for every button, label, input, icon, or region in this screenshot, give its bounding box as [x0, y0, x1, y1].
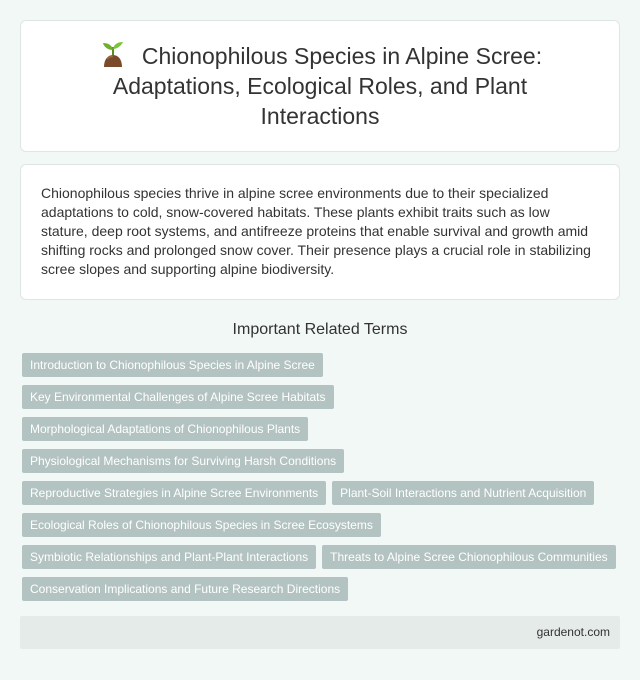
- term-tag[interactable]: Physiological Mechanisms for Surviving Harsh Conditions: [22, 449, 344, 473]
- page-title-text: Chionophilous Species in Alpine Scree: Adaptations, Ecological Roles, and Plant Interactions: [112, 43, 543, 129]
- footer: [20, 616, 620, 649]
- related-terms-list: [22, 353, 622, 601]
- term-tag[interactable]: Ecological Roles of Chionophilous Species in Scree Ecosystems: [22, 513, 381, 537]
- footer-site-link[interactable]: gardenot.com: [536, 625, 610, 639]
- term-tag[interactable]: Threats to Alpine Scree Chionophilous Communities: [322, 545, 615, 569]
- term-tag[interactable]: Plant-Soil Interactions and Nutrient Acquisition: [332, 481, 594, 505]
- term-tag[interactable]: Conservation Implications and Future Research Directions: [22, 577, 348, 601]
- term-tag[interactable]: Symbiotic Relationships and Plant-Plant Interactions: [22, 545, 316, 569]
- sprout-icon: [98, 41, 128, 67]
- summary-card: [20, 164, 620, 300]
- term-tag[interactable]: Introduction to Chionophilous Species in Alpine Scree: [22, 353, 323, 377]
- summary-text: Chionophilous species thrive in alpine scree environments due to their specialized adaptations to cold, snow-covered habitats. These plants exhibit traits such as low stature, deep root systems, and antifreeze proteins that enable survival and growth amid shifting rocks and prolonged snow cover. Their presence plays a crucial role in stabilizing scree slopes and supporting alpine biodiversity.: [41, 185, 591, 277]
- term-tag[interactable]: Key Environmental Challenges of Alpine Scree Habitats: [22, 385, 334, 409]
- title-card: [20, 20, 620, 152]
- term-tag[interactable]: Morphological Adaptations of Chionophilous Plants: [22, 417, 308, 441]
- page-title: [61, 41, 579, 131]
- term-tag[interactable]: Reproductive Strategies in Alpine Scree Environments: [22, 481, 326, 505]
- related-terms-heading: Important Related Terms: [232, 321, 408, 338]
